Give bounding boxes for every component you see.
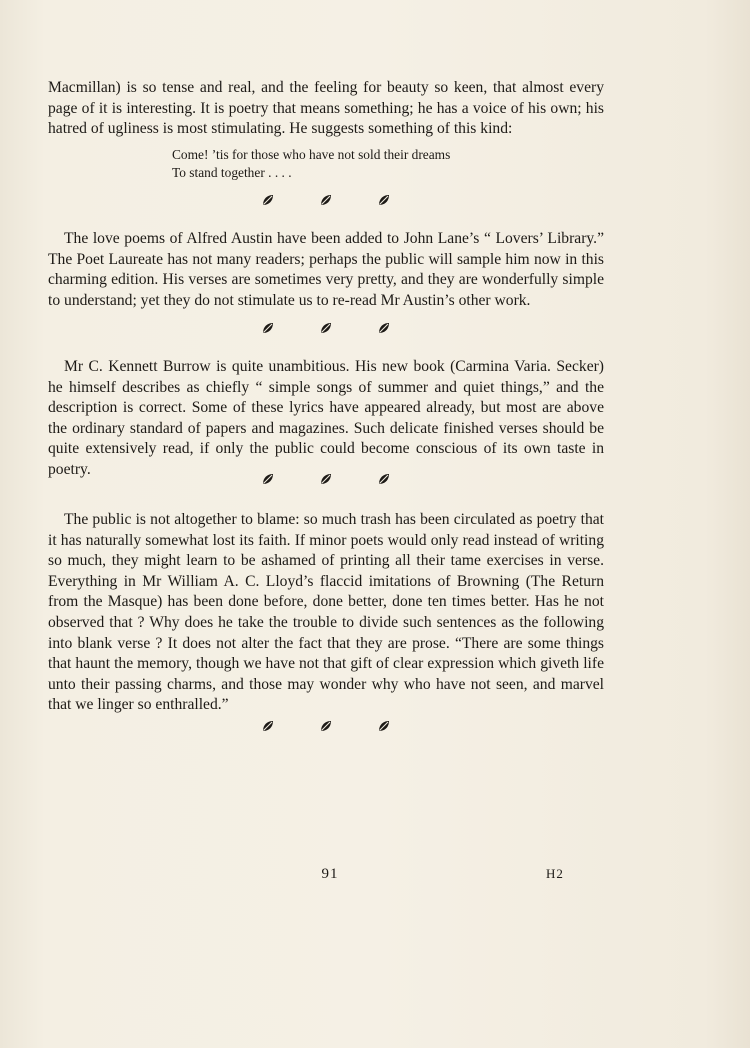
- leaf-ornament-icon: [262, 473, 274, 485]
- leaf-ornament-icon: [262, 194, 274, 206]
- signature-mark: H2: [546, 866, 564, 881]
- paragraph-burrow-text: Mr C. Kennett Burrow is quite unambitious. His new book (Carmina Varia. Secker) he himself describes as chiefly “ simple songs of summer and quiet things,” and the description is correct. Some of these lyrics have appeared already, but most are above the ordinary standard of papers and magazines. Such delicate finished verses should be quite extensively read, if only the public could become conscious of its own taste in poetry.: [48, 358, 604, 478]
- leaf-ornament-icon: [262, 322, 274, 334]
- leaf-ornament-icon: [378, 322, 390, 334]
- section-ornament: [48, 473, 604, 491]
- paragraph-austin-text: The love poems of Alfred Austin have been added to John Lane’s “ Lovers’ Library.” The Poet Laureate has not many readers; perhaps the public will sample him now in this charming edition. His verses are sometimes very pretty, and they are wonderfully simple to understand; yet they do not stimulate us to re-read Mr Austin’s other work.: [48, 230, 604, 309]
- paragraph-burrow: [48, 357, 604, 481]
- leaf-ornament-icon: [320, 322, 332, 334]
- leaf-ornament-icon: [320, 720, 332, 732]
- verse-line-1: Come! ’tis for those who have not sold their dreams: [172, 147, 451, 162]
- section-ornament: [48, 720, 604, 738]
- leaf-ornament-icon: [378, 473, 390, 485]
- verse-line-2: To stand together . . . .: [172, 164, 292, 180]
- section-ornament: [48, 194, 604, 212]
- leaf-ornament-icon: [262, 720, 274, 732]
- leaf-ornament-icon: [378, 194, 390, 206]
- verse-quote: [172, 146, 450, 181]
- paragraph-public: [48, 510, 604, 716]
- page-number: 91: [321, 866, 339, 882]
- paragraph-public-text: The public is not altogether to blame: so much trash has been circulated as poetry that it has naturally somewhat lost its faith. If minor poets would only read instead of writing so much, they might learn to be ashamed of printing all their tame exercises in verse. Everything in Mr William A. C. Lloyd’s flaccid imitations of Browning (The Return from the Masque) has been done before, done better, done ten times better. Has he not observed that ? Why does he take the trouble to divide such sentences as the following into blank verse ? It does not alter the fact that they are prose. “There are some things that haunt the memory, though we have not that gift of clear expression which giveth life unto their passing charms, and those may wonder why who have not seen, and marvel that we linger so enthralled.”: [48, 511, 604, 714]
- leaf-ornament-icon: [378, 720, 390, 732]
- leaf-ornament-icon: [320, 194, 332, 206]
- paragraph-macmillan: Macmillan) is so tense and real, and the feeling for beauty so keen, that almost every page of it is interesting. It is poetry that means something; he has a voice of his own; his hatred of ugliness is most stimulating. He suggests something of this kind:: [48, 79, 604, 138]
- section-ornament: [48, 322, 604, 340]
- paragraph-austin: [48, 229, 604, 311]
- leaf-ornament-icon: [320, 473, 332, 485]
